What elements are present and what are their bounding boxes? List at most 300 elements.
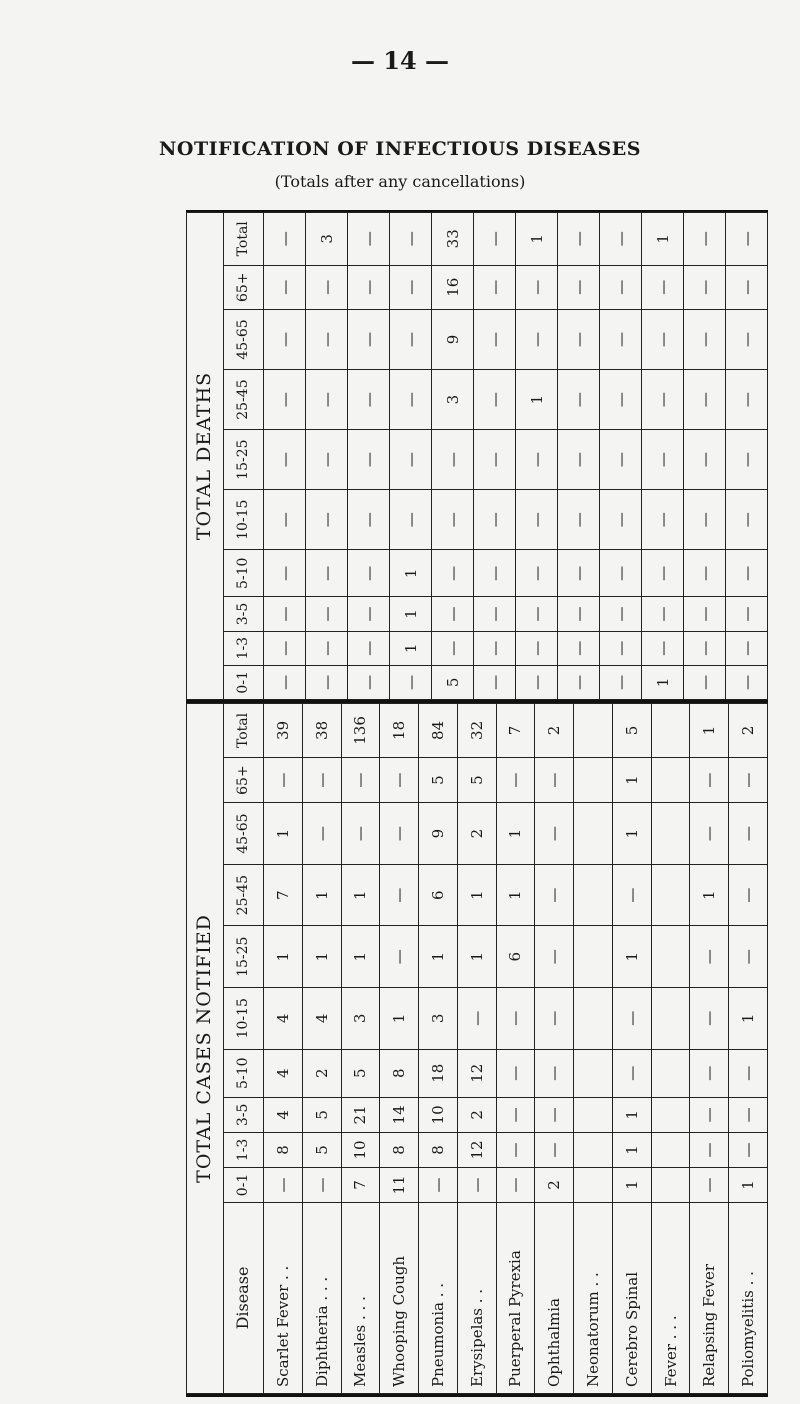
cases-cell: 1 <box>690 864 729 926</box>
cases-cell: — <box>535 988 574 1050</box>
table-row <box>474 213 516 700</box>
disease-name: Puerperal Pyrexia <box>496 1203 535 1394</box>
cases-cell: — <box>380 757 419 802</box>
cases-cell <box>651 1049 690 1097</box>
deaths-cell: — <box>726 550 768 597</box>
cases-cell: 8 <box>419 1132 458 1167</box>
cases-cell <box>651 1132 690 1167</box>
table-row <box>574 704 613 1394</box>
deaths-cell: — <box>432 597 474 631</box>
deaths-cell: — <box>684 490 726 550</box>
table-row <box>558 213 600 700</box>
deaths-cell: — <box>264 265 306 309</box>
deaths-cell: — <box>264 490 306 550</box>
deaths-cell: — <box>642 370 684 430</box>
cases-cell: — <box>419 1167 458 1202</box>
deaths-cell: — <box>600 550 642 597</box>
cases-cell: — <box>264 757 303 802</box>
disease-name: Neonatorum . . <box>574 1203 613 1394</box>
disease-name: Cerebro Spinal <box>612 1203 651 1394</box>
cases-cell: 1 <box>612 1132 651 1167</box>
deaths-cell: 1 <box>642 665 684 699</box>
cases-age-header: Total <box>224 704 264 758</box>
deaths-cell: — <box>642 490 684 550</box>
cases-cell: 2 <box>535 704 574 758</box>
cases-cell <box>651 803 690 865</box>
deaths-cell: — <box>600 309 642 369</box>
cases-cell: — <box>690 1097 729 1132</box>
deaths-age-header: Total <box>224 213 264 266</box>
cases-cell: — <box>535 757 574 802</box>
cases-cell: — <box>535 864 574 926</box>
cases-cell: 5 <box>419 757 458 802</box>
deaths-age-header: 3-5 <box>224 597 264 631</box>
deaths-cell: — <box>726 597 768 631</box>
deaths-cell: — <box>516 631 558 665</box>
deaths-cell: 1 <box>390 631 432 665</box>
cases-cell: — <box>729 1049 768 1097</box>
deaths-cell: — <box>684 265 726 309</box>
cases-cell: — <box>690 757 729 802</box>
page-title: NOTIFICATION OF INFECTIOUS DISEASES <box>159 138 641 160</box>
cases-cell: 4 <box>264 988 303 1050</box>
cases-cell: — <box>690 926 729 988</box>
cases-cell: 5 <box>457 757 496 802</box>
table-row <box>690 704 729 1394</box>
cases-cell: 38 <box>302 704 341 758</box>
deaths-cell: — <box>684 597 726 631</box>
deaths-cell: — <box>306 370 348 430</box>
deaths-cell: — <box>726 430 768 490</box>
cases-cell <box>574 1049 613 1097</box>
cases-header-row <box>224 704 264 1394</box>
cases-cell: — <box>302 757 341 802</box>
cases-cell: 11 <box>380 1167 419 1202</box>
page-number: — 14 — <box>350 46 450 75</box>
cases-cell: 5 <box>341 1049 380 1097</box>
deaths-cell: — <box>390 213 432 266</box>
cases-cell: — <box>729 1132 768 1167</box>
cases-cell: 6 <box>419 864 458 926</box>
cases-cell: 3 <box>419 988 458 1050</box>
cases-cell <box>574 1132 613 1167</box>
cases-age-header: 10-15 <box>224 988 264 1050</box>
deaths-cell: — <box>684 213 726 266</box>
cases-cell <box>651 988 690 1050</box>
cases-cell: — <box>302 1167 341 1202</box>
table-row <box>642 213 684 700</box>
cases-cell: — <box>729 803 768 865</box>
cases-cell: 1 <box>612 803 651 865</box>
cases-cell: — <box>729 864 768 926</box>
deaths-age-header: 1-3 <box>224 631 264 665</box>
cases-cell: — <box>535 926 574 988</box>
deaths-age-header: 25-45 <box>224 370 264 430</box>
cases-cell: 1 <box>612 926 651 988</box>
cases-cell <box>574 864 613 926</box>
cases-cell: 1 <box>457 864 496 926</box>
cases-cell: 18 <box>419 1049 458 1097</box>
cases-cell: — <box>496 1132 535 1167</box>
cases-cell: — <box>302 803 341 865</box>
deaths-cell: — <box>306 430 348 490</box>
deaths-cell: — <box>348 265 390 309</box>
deaths-cell: — <box>558 550 600 597</box>
table-row <box>516 213 558 700</box>
deaths-cell: — <box>684 665 726 699</box>
cases-age-header: 3-5 <box>224 1097 264 1132</box>
deaths-cell: — <box>600 265 642 309</box>
cases-cell: 7 <box>496 704 535 758</box>
deaths-cell: — <box>516 309 558 369</box>
table-row <box>380 704 419 1394</box>
cases-cell: 1 <box>457 926 496 988</box>
cases-age-header: 0-1 <box>224 1167 264 1202</box>
cases-cell <box>574 988 613 1050</box>
cases-cell: 1 <box>496 864 535 926</box>
deaths-cell: — <box>348 490 390 550</box>
table-row <box>264 213 306 700</box>
cases-cell: 1 <box>302 926 341 988</box>
cases-cell: 12 <box>457 1049 496 1097</box>
deaths-cell: — <box>474 213 516 266</box>
deaths-cell: — <box>264 631 306 665</box>
deaths-cell: — <box>474 430 516 490</box>
deaths-cell: — <box>390 665 432 699</box>
cases-cell <box>651 704 690 758</box>
cases-cell: 1 <box>264 803 303 865</box>
deaths-cell: — <box>516 430 558 490</box>
deaths-cell: — <box>474 550 516 597</box>
deaths-cell: — <box>558 597 600 631</box>
cases-cell <box>651 1167 690 1202</box>
cases-cell <box>651 757 690 802</box>
table-row <box>348 213 390 700</box>
deaths-cell: — <box>306 665 348 699</box>
deaths-cell: — <box>558 213 600 266</box>
deaths-cell: — <box>306 597 348 631</box>
deaths-cell: — <box>726 490 768 550</box>
cases-cell: — <box>380 864 419 926</box>
deaths-cell: — <box>474 490 516 550</box>
cases-age-header: 15-25 <box>224 926 264 988</box>
cases-cell: — <box>612 1049 651 1097</box>
page-subtitle: (Totals after any cancellations) <box>274 172 526 191</box>
deaths-cell: 33 <box>432 213 474 266</box>
table-row <box>432 213 474 700</box>
cases-cell: 14 <box>380 1097 419 1132</box>
disease-name: Poliomyelitis . . <box>729 1203 768 1394</box>
cases-cell: 5 <box>302 1132 341 1167</box>
deaths-cell: — <box>348 213 390 266</box>
cases-cell <box>651 926 690 988</box>
deaths-cell: — <box>432 631 474 665</box>
table-row <box>729 704 768 1394</box>
table-row <box>612 704 651 1394</box>
deaths-cell: — <box>642 265 684 309</box>
deaths-cell: — <box>516 550 558 597</box>
deaths-age-header: 45-65 <box>224 309 264 369</box>
deaths-cell: 1 <box>516 370 558 430</box>
cases-cell: 6 <box>496 926 535 988</box>
cases-table-region <box>186 703 768 1394</box>
cases-cell: 1 <box>380 988 419 1050</box>
deaths-cell: — <box>684 631 726 665</box>
deaths-cell: — <box>306 309 348 369</box>
cases-cell: — <box>457 1167 496 1202</box>
cases-age-header: 1-3 <box>224 1132 264 1167</box>
cases-cell: — <box>612 864 651 926</box>
cases-group-title: TOTAL CASES NOTIFIED <box>187 704 224 1394</box>
deaths-cell: — <box>558 265 600 309</box>
cases-age-header: 45-65 <box>224 803 264 865</box>
cases-cell: — <box>496 1167 535 1202</box>
cases-cell: 1 <box>612 757 651 802</box>
cases-cell: 8 <box>380 1132 419 1167</box>
table-row <box>600 213 642 700</box>
cases-cell: — <box>729 926 768 988</box>
deaths-cell: — <box>600 631 642 665</box>
deaths-cell: — <box>264 309 306 369</box>
cases-cell <box>574 803 613 865</box>
cases-cell: 1 <box>302 864 341 926</box>
deaths-cell: — <box>600 490 642 550</box>
table-row <box>684 213 726 700</box>
cases-cell: — <box>341 757 380 802</box>
deaths-cell: — <box>600 213 642 266</box>
deaths-cell: — <box>306 550 348 597</box>
cases-cell: 32 <box>457 704 496 758</box>
deaths-header-row <box>224 213 264 700</box>
cases-cell: — <box>380 926 419 988</box>
deaths-cell: — <box>264 665 306 699</box>
cases-cell: 10 <box>419 1097 458 1132</box>
deaths-cell: — <box>474 631 516 665</box>
deaths-cell: — <box>516 597 558 631</box>
cases-cell: — <box>535 1049 574 1097</box>
deaths-cell: — <box>474 597 516 631</box>
deaths-age-header: 5-10 <box>224 550 264 597</box>
cases-cell: 1 <box>729 988 768 1050</box>
cases-cell: — <box>729 757 768 802</box>
cases-cell: 1 <box>419 926 458 988</box>
deaths-cell: — <box>600 665 642 699</box>
cases-cell: — <box>535 1132 574 1167</box>
deaths-cell: — <box>432 550 474 597</box>
deaths-age-header: 0-1 <box>224 665 264 699</box>
deaths-cell: 9 <box>432 309 474 369</box>
cases-cell: — <box>496 988 535 1050</box>
disease-name: Diphtheria . . . <box>302 1203 341 1394</box>
deaths-cell: — <box>390 430 432 490</box>
deaths-cell: — <box>642 550 684 597</box>
disease-name: Pneumonia . . <box>419 1203 458 1394</box>
deaths-cell: — <box>390 490 432 550</box>
deaths-cell: — <box>642 631 684 665</box>
deaths-cell: — <box>264 597 306 631</box>
disease-name: Scarlet Fever . . <box>264 1203 303 1394</box>
cases-cell: 5 <box>302 1097 341 1132</box>
deaths-cell: — <box>684 430 726 490</box>
disease-name: Relapsing Fever <box>690 1203 729 1394</box>
cases-age-header: 5-10 <box>224 1049 264 1097</box>
cases-cell: — <box>690 803 729 865</box>
cases-cell: — <box>612 988 651 1050</box>
deaths-cell: — <box>264 213 306 266</box>
cases-cell <box>574 926 613 988</box>
deaths-cell: — <box>558 309 600 369</box>
deaths-cell: — <box>306 631 348 665</box>
deaths-group-title: TOTAL DEATHS <box>187 213 224 700</box>
cases-cell: 9 <box>419 803 458 865</box>
cases-cell: 1 <box>729 1167 768 1202</box>
deaths-cell: — <box>558 370 600 430</box>
deaths-cell: — <box>726 665 768 699</box>
deaths-cell: — <box>516 490 558 550</box>
cases-cell: 18 <box>380 704 419 758</box>
cases-table <box>186 703 768 1394</box>
cases-cell: 21 <box>341 1097 380 1132</box>
deaths-cell: — <box>432 490 474 550</box>
deaths-cell: — <box>390 309 432 369</box>
cases-cell: 84 <box>419 704 458 758</box>
deaths-cell: — <box>348 309 390 369</box>
table-row <box>302 704 341 1394</box>
deaths-cell: — <box>474 370 516 430</box>
cases-cell: 1 <box>264 926 303 988</box>
table-row <box>341 704 380 1394</box>
table-row <box>390 213 432 700</box>
deaths-cell: — <box>600 597 642 631</box>
cases-cell: 2 <box>729 704 768 758</box>
table-row <box>496 704 535 1394</box>
table-row <box>306 213 348 700</box>
cases-cell: — <box>535 1097 574 1132</box>
deaths-cell: 1 <box>390 597 432 631</box>
deaths-cell: — <box>642 597 684 631</box>
deaths-cell: — <box>726 309 768 369</box>
disease-name: Erysipelas . . <box>457 1203 496 1394</box>
cases-cell: 5 <box>612 704 651 758</box>
deaths-cell: — <box>684 550 726 597</box>
cases-cell: 2 <box>535 1167 574 1202</box>
cases-cell: 7 <box>341 1167 380 1202</box>
cases-cell: 1 <box>341 864 380 926</box>
cases-cell: 1 <box>341 926 380 988</box>
cases-cell: 4 <box>264 1097 303 1132</box>
deaths-cell: 3 <box>432 370 474 430</box>
deaths-cell: — <box>306 265 348 309</box>
deaths-cell: — <box>348 665 390 699</box>
disease-name: Measles . . . <box>341 1203 380 1394</box>
deaths-age-header: 10-15 <box>224 490 264 550</box>
deaths-cell: 1 <box>642 213 684 266</box>
cases-cell <box>574 757 613 802</box>
cases-cell: — <box>690 1132 729 1167</box>
cases-cell <box>574 1167 613 1202</box>
cases-cell: — <box>457 988 496 1050</box>
deaths-cell: — <box>726 370 768 430</box>
cases-cell: — <box>380 803 419 865</box>
table-row <box>651 704 690 1394</box>
deaths-cell: — <box>684 370 726 430</box>
deaths-cell: — <box>516 665 558 699</box>
cases-cell: 10 <box>341 1132 380 1167</box>
cases-cell: 1 <box>612 1167 651 1202</box>
cases-cell: — <box>496 757 535 802</box>
deaths-cell: — <box>558 665 600 699</box>
cases-cell <box>651 864 690 926</box>
cases-cell: — <box>729 1097 768 1132</box>
cases-cell: — <box>496 1049 535 1097</box>
cases-cell: 3 <box>341 988 380 1050</box>
deaths-cell: — <box>600 430 642 490</box>
deaths-cell: 1 <box>516 213 558 266</box>
deaths-cell: — <box>558 490 600 550</box>
cases-cell: — <box>341 803 380 865</box>
disease-column-header: Disease <box>224 1203 264 1394</box>
deaths-cell: — <box>726 213 768 266</box>
bottom-rule <box>186 1394 768 1397</box>
cases-cell: — <box>690 988 729 1050</box>
deaths-cell: — <box>264 550 306 597</box>
deaths-cell: — <box>432 430 474 490</box>
deaths-cell: — <box>474 309 516 369</box>
cases-cell: 39 <box>264 704 303 758</box>
deaths-cell: — <box>264 370 306 430</box>
table-row <box>535 704 574 1394</box>
cases-cell: 1 <box>690 704 729 758</box>
table-row <box>264 704 303 1394</box>
cases-cell: 7 <box>264 864 303 926</box>
cases-age-header: 65+ <box>224 757 264 802</box>
disease-name: Ophthalmia <box>535 1203 574 1394</box>
cases-cell: — <box>496 1097 535 1132</box>
cases-age-header: 25-45 <box>224 864 264 926</box>
deaths-cell: — <box>474 665 516 699</box>
deaths-cell: 1 <box>390 550 432 597</box>
cases-cell <box>651 1097 690 1132</box>
cases-cell: 8 <box>380 1049 419 1097</box>
deaths-age-header: 15-25 <box>224 430 264 490</box>
disease-name: Fever . . . <box>651 1203 690 1394</box>
deaths-table-region <box>186 212 768 700</box>
cases-cell <box>574 704 613 758</box>
deaths-cell: — <box>684 309 726 369</box>
deaths-cell: 3 <box>306 213 348 266</box>
cases-cell: — <box>264 1167 303 1202</box>
deaths-cell: — <box>306 490 348 550</box>
deaths-table <box>186 212 768 700</box>
deaths-cell: — <box>558 430 600 490</box>
table-row <box>726 213 768 700</box>
deaths-age-header: 65+ <box>224 265 264 309</box>
deaths-cell: — <box>348 597 390 631</box>
deaths-cell: — <box>348 370 390 430</box>
deaths-cell: — <box>264 430 306 490</box>
cases-cell: — <box>535 803 574 865</box>
deaths-cell: 16 <box>432 265 474 309</box>
deaths-cell: — <box>558 631 600 665</box>
deaths-cell: 5 <box>432 665 474 699</box>
deaths-cell: — <box>642 309 684 369</box>
deaths-cell: — <box>726 265 768 309</box>
cases-cell <box>574 1097 613 1132</box>
deaths-cell: — <box>348 430 390 490</box>
cases-cell: 2 <box>457 1097 496 1132</box>
cases-cell: 8 <box>264 1132 303 1167</box>
deaths-cell: — <box>600 370 642 430</box>
